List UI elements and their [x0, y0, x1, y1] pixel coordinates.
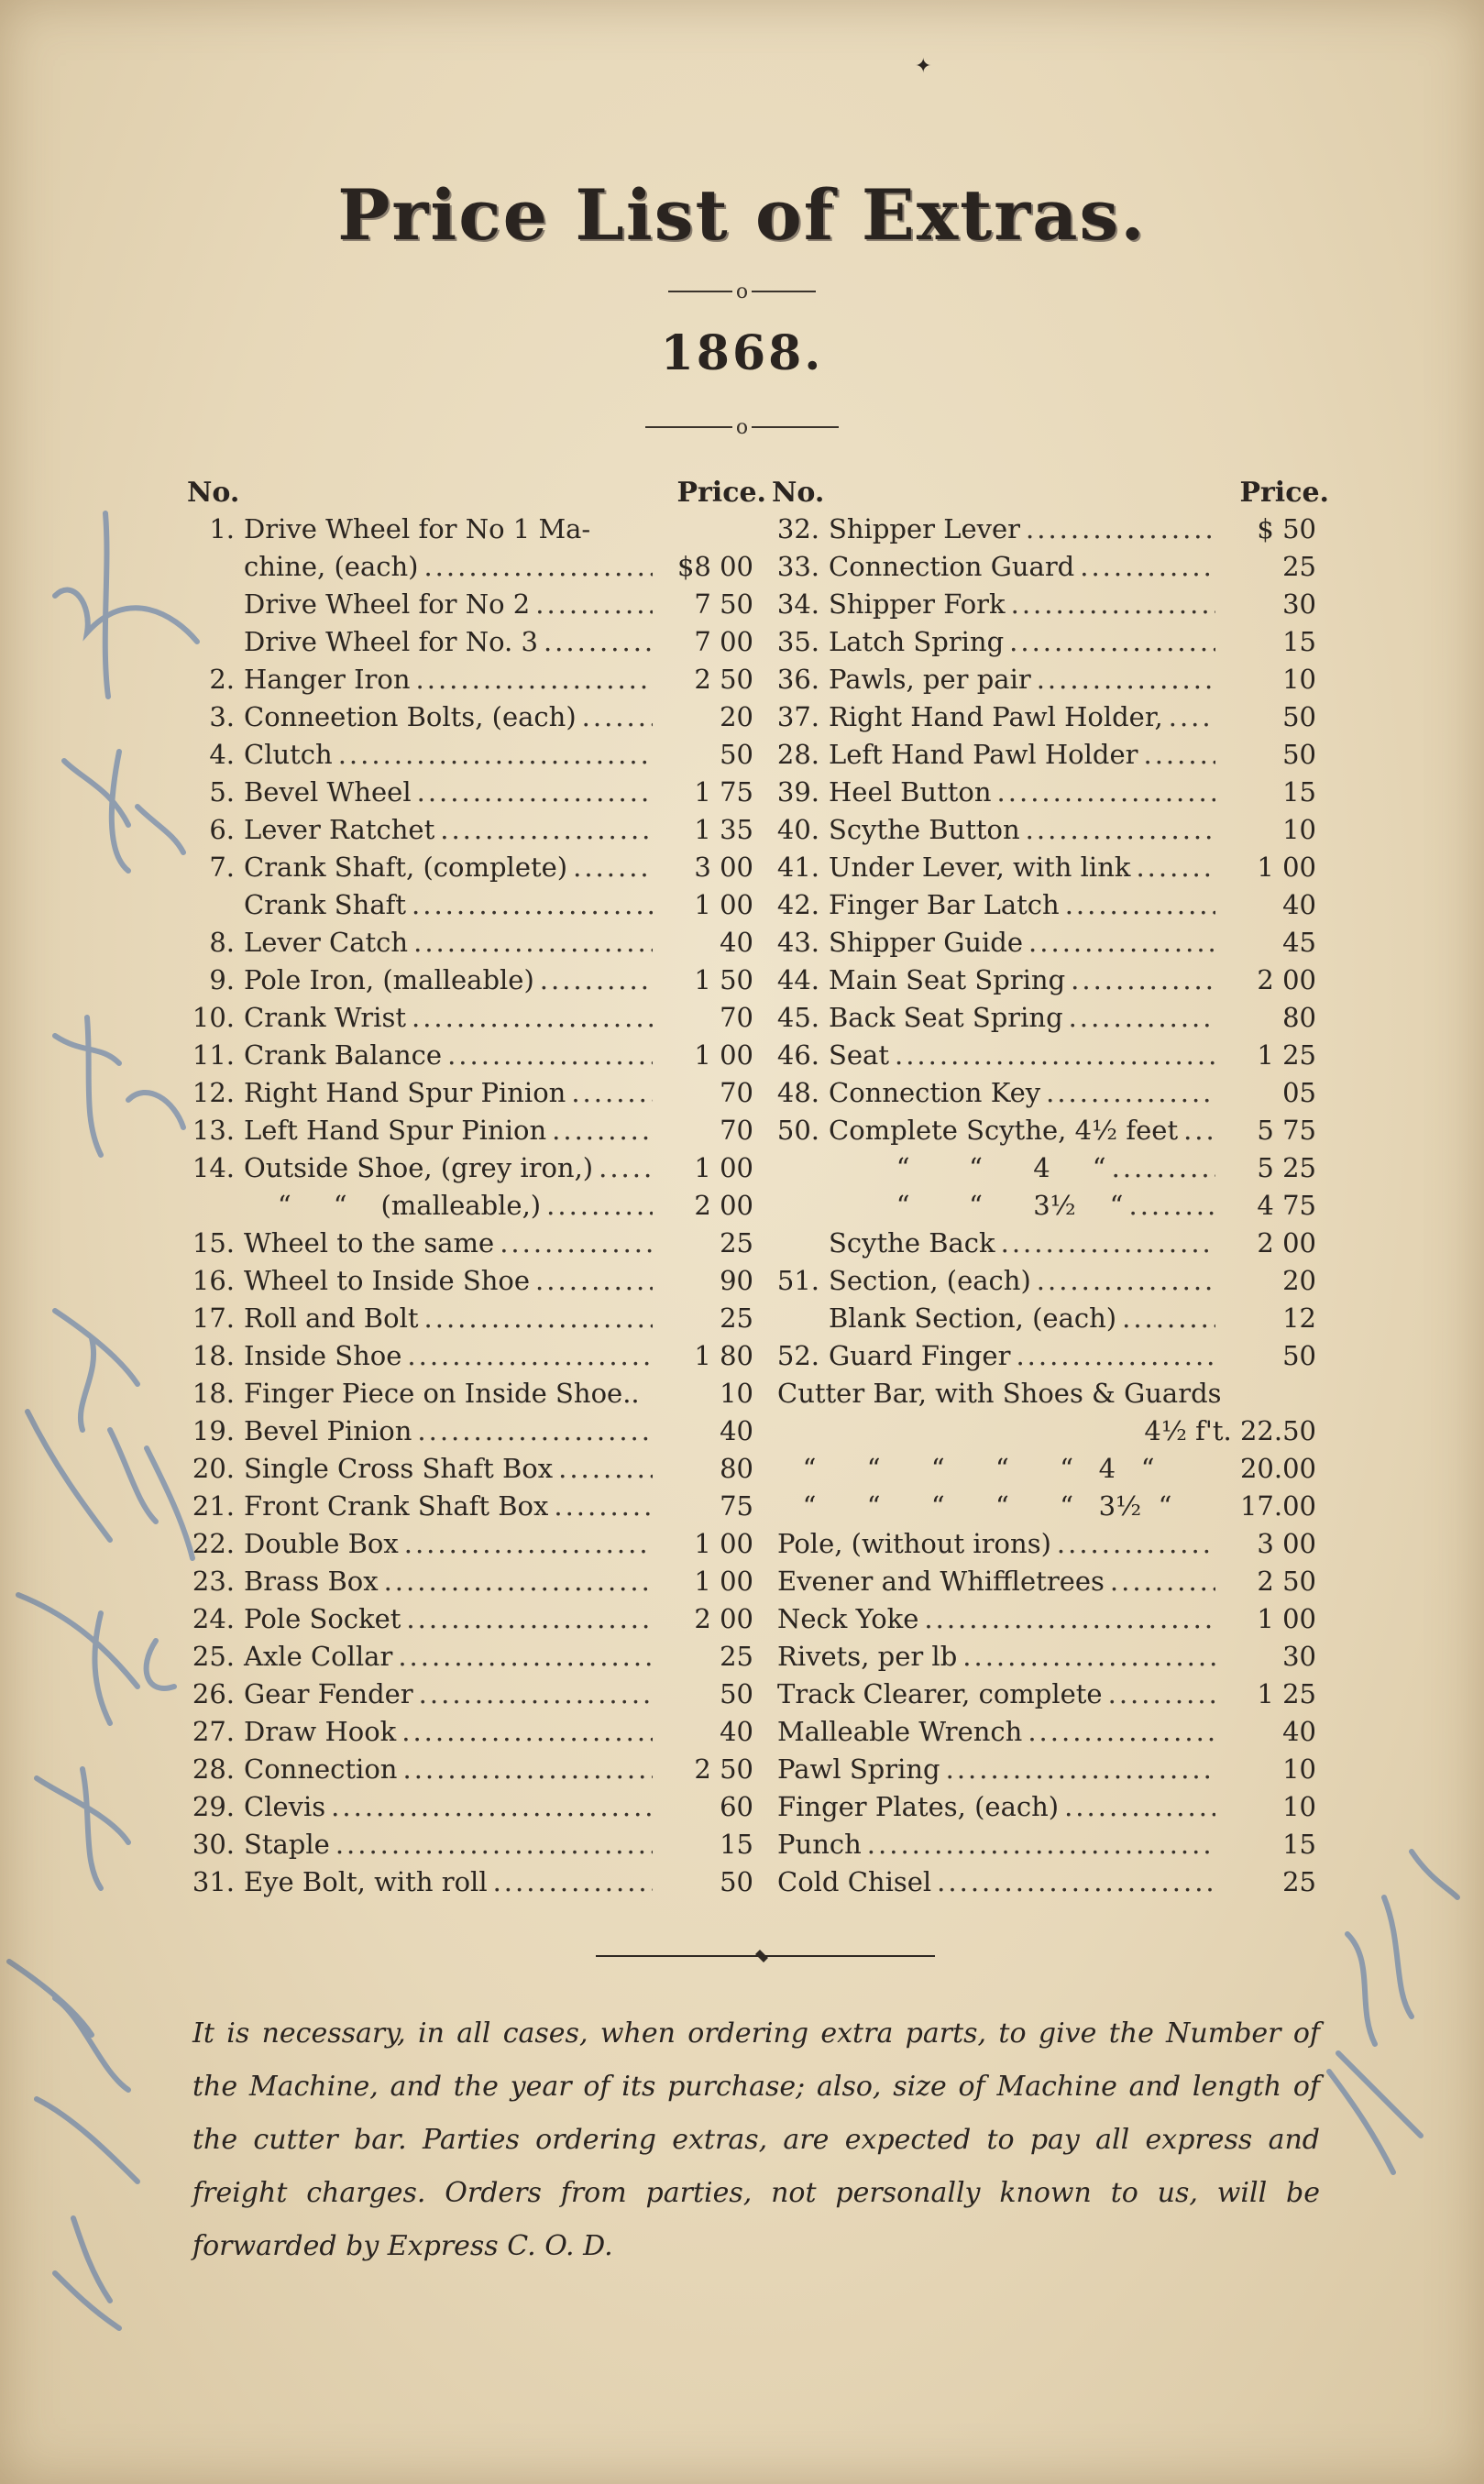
- item-number: 28.: [776, 739, 819, 770]
- item-name: Back Seat Spring: [829, 1002, 1063, 1033]
- item-price: 1 25: [1257, 1678, 1316, 1709]
- item-number: 35.: [776, 626, 819, 657]
- item-name: Seat: [829, 1039, 889, 1071]
- item-price: 25: [720, 1302, 753, 1334]
- item-price: 1 00: [1257, 852, 1316, 883]
- item-price: 20: [720, 701, 753, 732]
- item-price: 2 50: [1257, 1566, 1316, 1597]
- item-price: 40: [720, 1716, 753, 1747]
- item-number: 42.: [776, 889, 819, 920]
- item-number: 31.: [192, 1866, 235, 1897]
- item-name: Roll and Bolt: [244, 1302, 419, 1334]
- item-name: Right Hand Spur Pinion: [244, 1077, 566, 1108]
- right-header-price: Price.: [1239, 477, 1329, 509]
- item-price: 80: [1282, 1002, 1316, 1033]
- item-number: 3.: [209, 701, 235, 732]
- item-price: 1 80: [694, 1340, 753, 1371]
- printer-mark: ✦: [915, 55, 932, 78]
- item-price: 7 00: [694, 626, 753, 657]
- item-name: “ “ “ “ “ 3½ “: [777, 1490, 1172, 1522]
- item-name: Section, (each): [829, 1265, 1031, 1296]
- item-name: Finger Bar Latch: [829, 889, 1060, 920]
- item-name: Rivets, per lb: [777, 1641, 958, 1672]
- item-price: 80: [720, 1453, 753, 1484]
- item-price: 10: [1282, 814, 1316, 845]
- item-price: 50: [1282, 1340, 1316, 1371]
- item-price: 2 00: [694, 1190, 753, 1221]
- item-number: 5.: [209, 776, 235, 808]
- item-name: Wheel to Inside Shoe: [244, 1265, 531, 1296]
- item-number: 2.: [209, 664, 235, 695]
- item-price: 1 00: [694, 1152, 753, 1183]
- item-number: 18.: [192, 1378, 235, 1409]
- item-name: Punch: [777, 1829, 862, 1860]
- item-price: $8 00: [676, 551, 753, 582]
- item-name: Staple: [244, 1829, 330, 1860]
- item-price: 5 75: [1257, 1115, 1316, 1146]
- item-number: 33.: [776, 551, 819, 582]
- item-name: Single Cross Shaft Box: [244, 1453, 554, 1484]
- item-price: 10: [720, 1378, 753, 1409]
- item-number: 28.: [192, 1753, 235, 1785]
- item-number: 15.: [192, 1227, 235, 1258]
- item-price: 70: [720, 1115, 753, 1146]
- item-number: 1.: [209, 513, 235, 544]
- item-price: 17.00: [1239, 1490, 1316, 1522]
- item-name: Connection Guard: [829, 551, 1075, 582]
- item-number: 27.: [192, 1716, 235, 1747]
- item-number: 4.: [209, 739, 235, 770]
- item-number: 17.: [192, 1302, 235, 1334]
- item-name: Shipper Lever: [829, 513, 1021, 544]
- item-price: 60: [720, 1791, 753, 1822]
- item-price: 15: [720, 1829, 753, 1860]
- item-name: Under Lever, with link: [829, 852, 1131, 883]
- item-name: Finger Plates, (each): [777, 1791, 1060, 1822]
- item-number: 46.: [776, 1039, 819, 1071]
- item-name: chine, (each): [244, 551, 419, 582]
- item-name: Right Hand Pawl Holder,: [829, 701, 1163, 732]
- item-name: “ “ (malleable,): [244, 1190, 542, 1221]
- item-price: 15: [1282, 1829, 1316, 1860]
- item-number: 14.: [192, 1152, 235, 1183]
- item-number: 43.: [776, 927, 819, 958]
- item-price: 25: [1282, 551, 1316, 582]
- item-number: 6.: [209, 814, 235, 845]
- item-price: 4 75: [1257, 1190, 1316, 1221]
- item-name: Draw Hook: [244, 1716, 397, 1747]
- item-number: 36.: [776, 664, 819, 695]
- item-name: Lever Ratchet: [244, 814, 435, 845]
- item-name: Crank Shaft: [244, 889, 407, 920]
- item-name: Clutch: [244, 739, 333, 770]
- item-name: Scythe Button: [829, 814, 1020, 845]
- item-number: 34.: [776, 588, 819, 620]
- item-name: Shipper Fork: [829, 588, 1006, 620]
- item-name: Drive Wheel for No 2: [244, 588, 531, 620]
- item-name: Evener and Whiffletrees: [777, 1566, 1105, 1597]
- item-name: Drive Wheel for No. 3: [244, 626, 538, 657]
- item-price: 1 35: [694, 814, 753, 845]
- item-price: 45: [1282, 927, 1316, 958]
- page-title: Price List of Extras.: [337, 174, 1147, 256]
- item-name: Axle Collar: [244, 1641, 393, 1672]
- item-price: 10: [1282, 664, 1316, 695]
- item-name: Crank Balance: [244, 1039, 443, 1071]
- item-price: 20: [1282, 1265, 1316, 1296]
- item-number: 22.: [192, 1528, 235, 1559]
- item-price: 1 00: [1257, 1603, 1316, 1634]
- item-number: 8.: [209, 927, 235, 958]
- item-name: Pawl Spring: [777, 1753, 940, 1785]
- item-price: 75: [720, 1490, 753, 1522]
- ornament-rule-bottom: o: [0, 415, 1484, 439]
- item-price: 05: [1282, 1077, 1316, 1108]
- item-name: Front Crank Shaft Box: [244, 1490, 549, 1522]
- item-price: 50: [1282, 739, 1316, 770]
- item-number: 20.: [192, 1453, 235, 1484]
- item-number: 9.: [209, 964, 235, 995]
- item-number: 32.: [776, 513, 819, 544]
- item-price: 70: [720, 1077, 753, 1108]
- item-name: Left Hand Pawl Holder: [829, 739, 1138, 770]
- item-price: 70: [720, 1002, 753, 1033]
- item-name: Blank Section, (each): [829, 1302, 1117, 1334]
- item-number: 25.: [192, 1641, 235, 1672]
- item-name: Main Seat Spring: [829, 964, 1066, 995]
- item-number: 44.: [776, 964, 819, 995]
- item-name: “ “ “ “ “ 4 “: [777, 1453, 1155, 1484]
- item-name: Pole Iron, (malleable): [244, 964, 534, 995]
- item-name: Gear Fender: [244, 1678, 413, 1709]
- item-price: 2 50: [694, 664, 753, 695]
- item-name: Clevis: [244, 1791, 326, 1822]
- item-price: 1 00: [694, 1528, 753, 1559]
- item-price: 10: [1282, 1753, 1316, 1785]
- item-number: 24.: [192, 1603, 235, 1634]
- item-price: 25: [1282, 1866, 1316, 1897]
- item-number: 16.: [192, 1265, 235, 1296]
- item-name: Bevel Wheel: [244, 776, 412, 808]
- item-number: 40.: [776, 814, 819, 845]
- item-name: Brass Box: [244, 1566, 379, 1597]
- item-number: 30.: [192, 1829, 235, 1860]
- item-name: Eye Bolt, with roll: [244, 1866, 488, 1897]
- item-number: 12.: [192, 1077, 235, 1108]
- item-price: 10: [1282, 1791, 1316, 1822]
- item-name: Hanger Iron: [244, 664, 411, 695]
- item-price: 25: [720, 1641, 753, 1672]
- item-name: Scythe Back: [829, 1227, 995, 1258]
- item-number: 18.: [192, 1340, 235, 1371]
- item-price: 2 00: [1257, 964, 1316, 995]
- item-price: 15: [1282, 776, 1316, 808]
- item-number: 52.: [776, 1340, 819, 1371]
- item-number: 21.: [192, 1490, 235, 1522]
- item-price: 50: [720, 739, 753, 770]
- item-name: Conneetion Bolts, (each): [244, 701, 577, 732]
- item-name: “ “ 4 “: [829, 1152, 1106, 1183]
- item-price: 3 00: [694, 852, 753, 883]
- item-price: $ 50: [1257, 513, 1316, 544]
- item-name: Shipper Guide: [829, 927, 1024, 958]
- item-price: 1 00: [694, 1566, 753, 1597]
- item-price: 1 25: [1257, 1039, 1316, 1071]
- item-price: 4½ f't. 22.50: [1144, 1415, 1316, 1446]
- left-header-price: Price.: [676, 477, 766, 509]
- item-price: 40: [720, 1415, 753, 1446]
- item-price: 20.00: [1239, 1453, 1316, 1484]
- item-number: 10.: [192, 1002, 235, 1033]
- item-number: 45.: [776, 1002, 819, 1033]
- item-name: “ “ 3½ “: [829, 1190, 1124, 1221]
- item-price: 50: [720, 1866, 753, 1897]
- item-price: 25: [720, 1227, 753, 1258]
- item-name: Guard Finger: [829, 1340, 1011, 1371]
- item-price: 1 50: [694, 964, 753, 995]
- item-price: 2 00: [1257, 1227, 1316, 1258]
- year-heading: 1868.: [660, 325, 824, 381]
- item-price: 3 00: [1257, 1528, 1316, 1559]
- ornament-rule-top: o: [0, 280, 1484, 303]
- item-name: Cutter Bar, with Shoes & Guards: [777, 1378, 1222, 1409]
- item-price: 50: [1282, 701, 1316, 732]
- item-number: 26.: [192, 1678, 235, 1709]
- item-name: Malleable Wrench: [777, 1716, 1023, 1747]
- left-header-no: No.: [187, 477, 240, 509]
- item-name: Heel Button: [829, 776, 992, 808]
- item-price: 30: [1282, 588, 1316, 620]
- item-name: Left Hand Spur Pinion: [244, 1115, 547, 1146]
- item-number: 37.: [776, 701, 819, 732]
- item-name: Pole Socket: [244, 1603, 401, 1634]
- item-price: 90: [720, 1265, 753, 1296]
- item-price: 1 75: [694, 776, 753, 808]
- item-number: 7.: [209, 852, 235, 883]
- item-name: Pawls, per pair: [829, 664, 1031, 695]
- item-name: Complete Scythe, 4½ feet: [829, 1115, 1179, 1146]
- item-name: Double Box: [244, 1528, 399, 1559]
- item-price: 1 00: [694, 889, 753, 920]
- item-number: 13.: [192, 1115, 235, 1146]
- item-number: 51.: [776, 1265, 819, 1296]
- item-name: Latch Spring: [829, 626, 1005, 657]
- item-name: Outside Shoe, (grey iron,): [244, 1152, 594, 1183]
- item-price: 5 25: [1257, 1152, 1316, 1183]
- item-name: Bevel Pinion: [244, 1415, 412, 1446]
- item-price: 12: [1282, 1302, 1316, 1334]
- item-number: 29.: [192, 1791, 235, 1822]
- item-name: Crank Shaft, (complete): [244, 852, 568, 883]
- item-price: 40: [1282, 1716, 1316, 1747]
- item-name: Finger Piece on Inside Shoe..: [244, 1378, 640, 1409]
- item-number: 19.: [192, 1415, 235, 1446]
- item-price: 40: [1282, 889, 1316, 920]
- right-header-no: No.: [772, 477, 825, 509]
- item-price: 50: [720, 1678, 753, 1709]
- item-name: Inside Shoe: [244, 1340, 402, 1371]
- item-name: Connection Key: [829, 1077, 1041, 1108]
- item-number: 41.: [776, 852, 819, 883]
- item-price: 2 00: [694, 1603, 753, 1634]
- item-price: 7 50: [694, 588, 753, 620]
- item-number: 23.: [192, 1566, 235, 1597]
- item-name: Neck Yoke: [777, 1603, 919, 1634]
- item-number: 48.: [776, 1077, 819, 1108]
- item-name: Drive Wheel for No 1 Ma-: [244, 513, 591, 544]
- item-name: Wheel to the same: [244, 1227, 495, 1258]
- item-name: Cold Chisel: [777, 1866, 932, 1897]
- item-price: 1 00: [694, 1039, 753, 1071]
- item-price: 30: [1282, 1641, 1316, 1672]
- item-name: Crank Wrist: [244, 1002, 406, 1033]
- item-price: 15: [1282, 626, 1316, 657]
- item-name: Pole, (without irons): [777, 1528, 1051, 1559]
- item-name: Lever Catch: [244, 927, 409, 958]
- item-number: 39.: [776, 776, 819, 808]
- item-name: Connection: [244, 1753, 398, 1785]
- ordering-note: It is necessary, in all cases, when ordering extra parts, to give the Number of the Machine, and the year of its purchase; also, size of Machine and length of the cutter bar. Parties ordering extras, are expected to pay all express and freight charges. Orders from parties, not personally known to us, will be forwarded by Express C. O. D.: [192, 2017, 1320, 2262]
- item-number: 11.: [192, 1039, 235, 1071]
- item-name: Track Clearer, complete: [777, 1678, 1103, 1709]
- item-price: 40: [720, 927, 753, 958]
- item-price: 2 50: [694, 1753, 753, 1785]
- item-number: 50.: [776, 1115, 819, 1146]
